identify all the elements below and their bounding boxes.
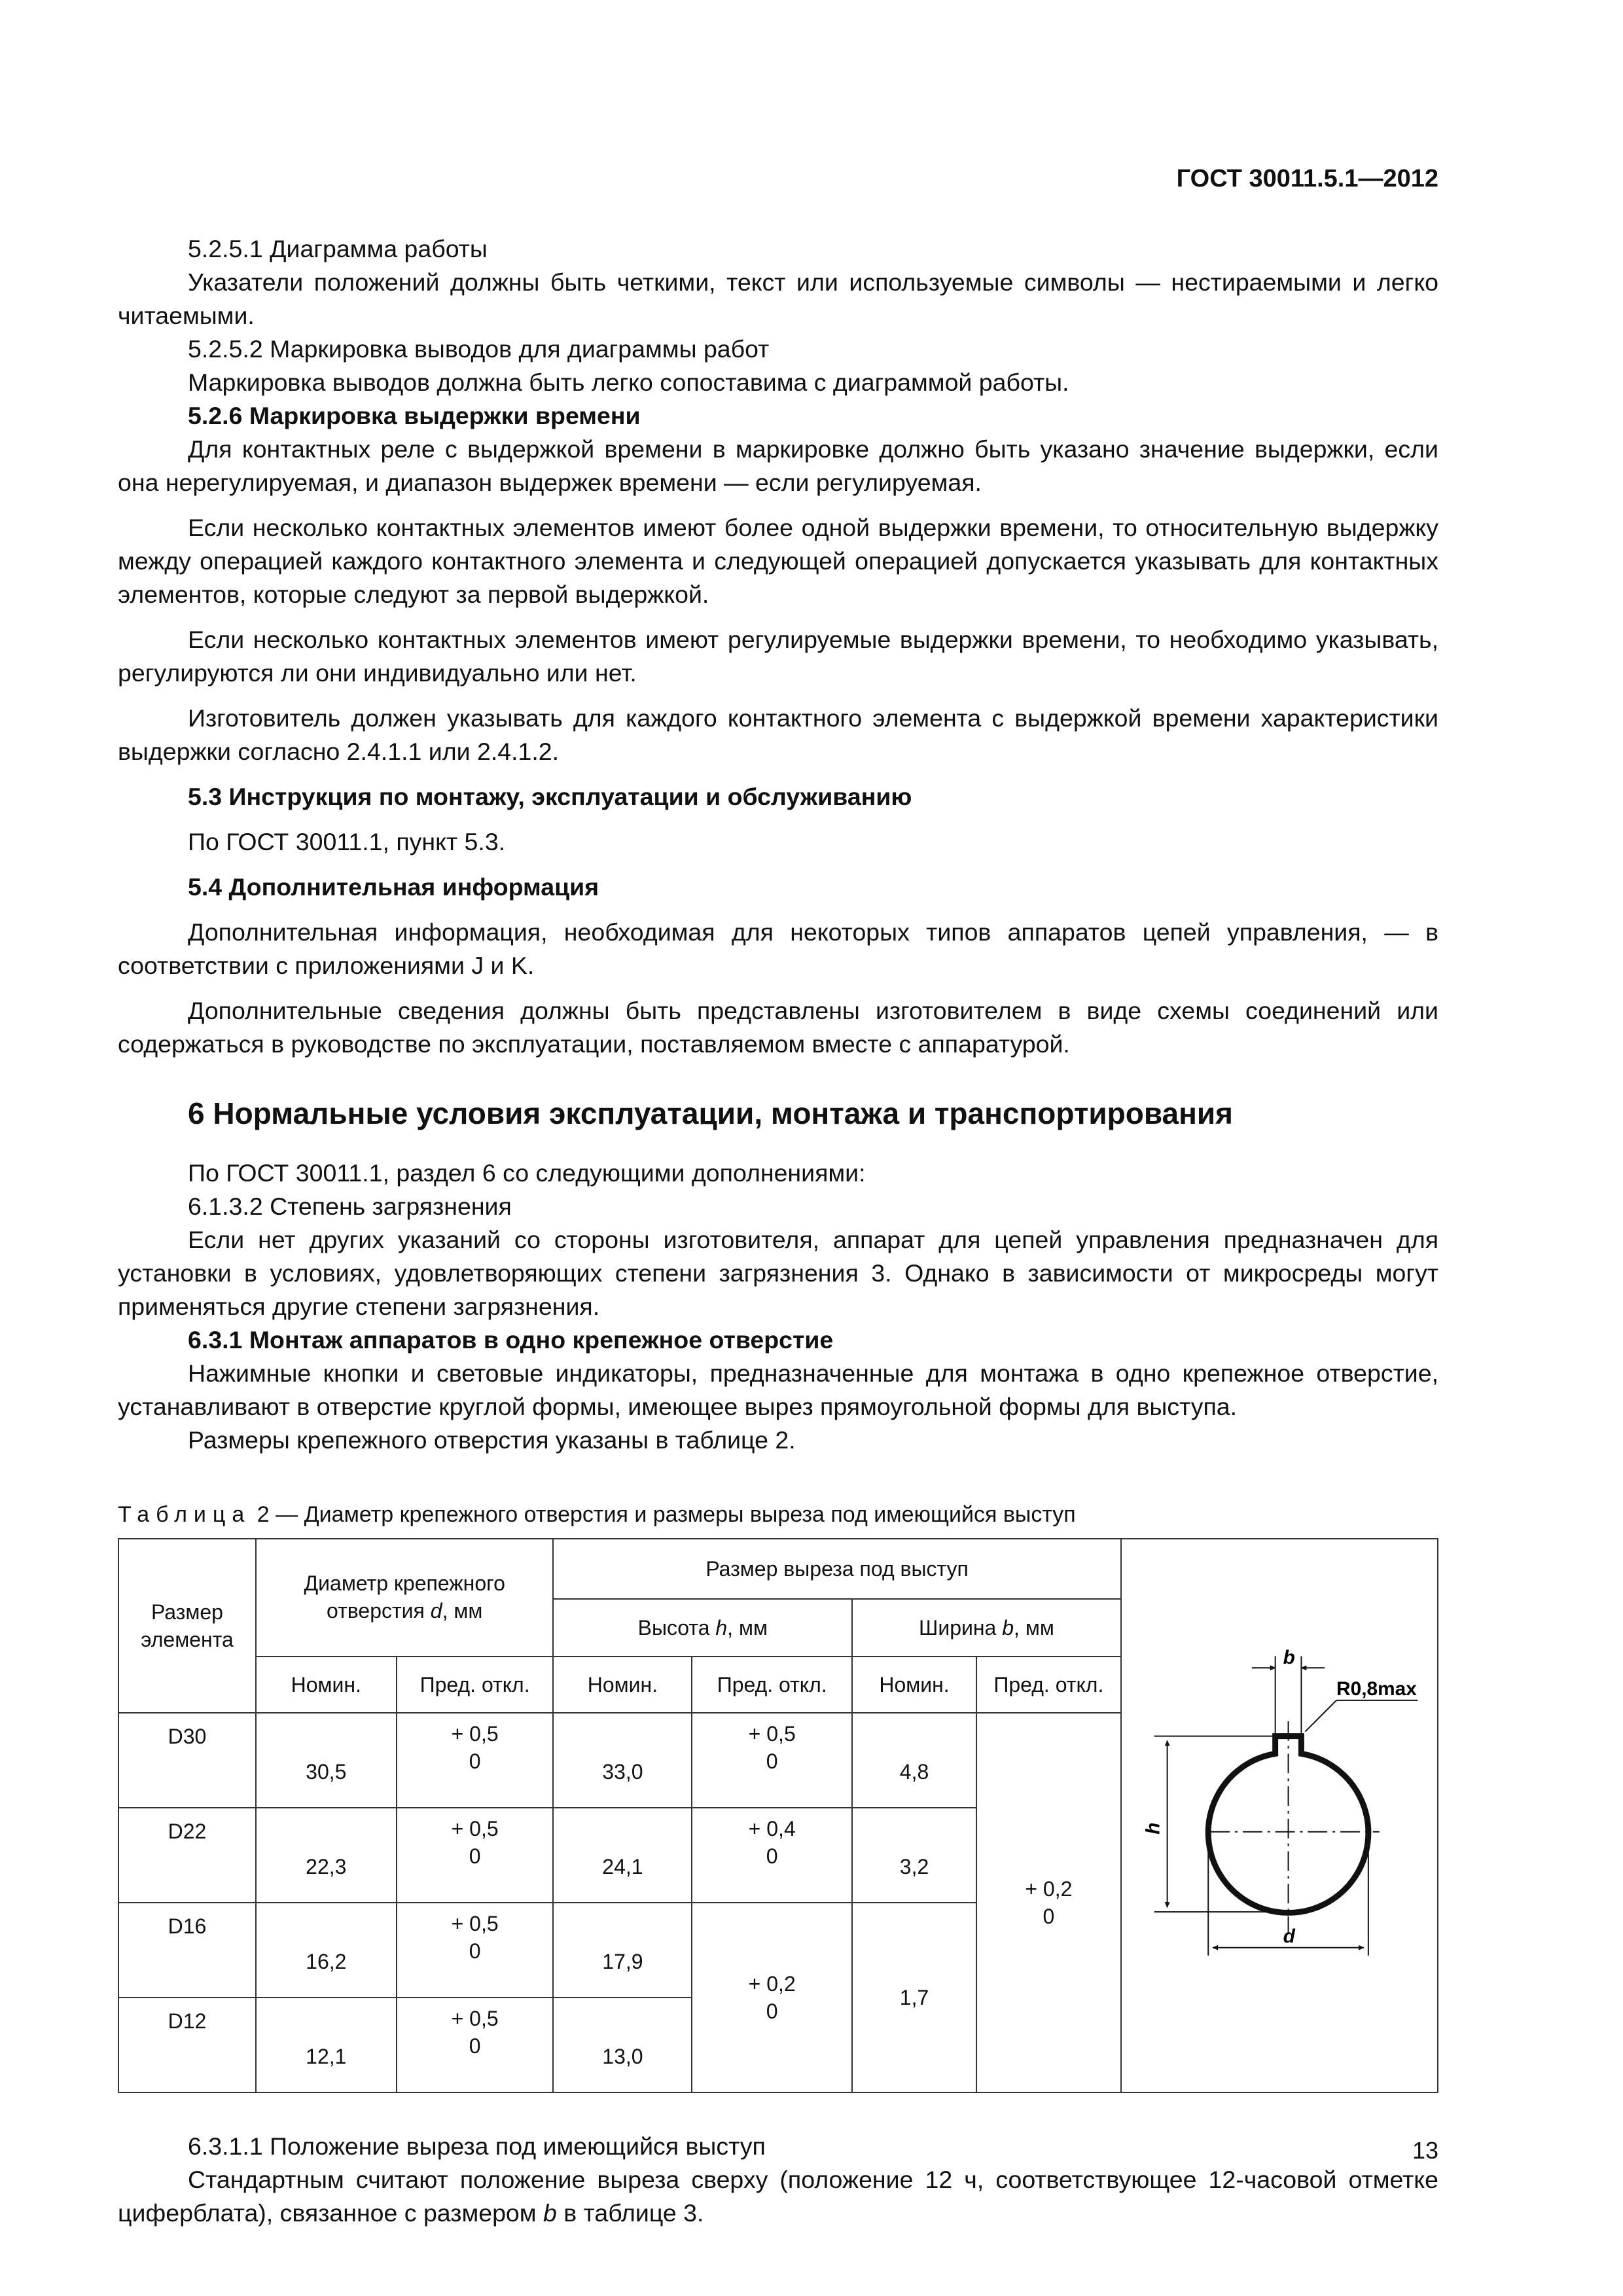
cell-element: D12: [118, 1998, 256, 2092]
paragraph: Если нет других указаний со стороны изготовителя, аппарат для цепей управления предназначен для установки в условиях, удовлетворяющих степени загрязнения 3. Однако в зависимости от микросреды могут применяться другие степени загрязнения.: [118, 1226, 1438, 1320]
paragraph: Дополнительные сведения должны быть представлены изготовителем в виде схемы соединений или содержаться в руководстве по эксплуатации, поставляемом вместе с аппаратурой.: [118, 997, 1438, 1058]
page-body: [118, 232, 1438, 2230]
header-diameter: Диаметр крепежного отверстия d, мм: [256, 1539, 554, 1657]
cell-d-nom: 12,1: [256, 1998, 397, 2092]
mounting-hole-diagram: [1122, 1578, 1437, 2047]
paragraph: Размеры крепежного отверстия указаны в таблице 2.: [188, 1426, 796, 1454]
cell-h-nom: 24,1: [553, 1808, 692, 1903]
cell-element: D22: [118, 1808, 256, 1903]
subsection-heading: 6.3.1 Монтаж аппаратов в одно крепежное отверстие: [188, 1326, 834, 1354]
header-nom: Номин.: [256, 1657, 397, 1713]
cell-h-nom: 13,0: [553, 1998, 692, 2092]
dim-d-label: d: [1283, 1925, 1295, 1947]
header-tol: Пред. откл.: [976, 1657, 1121, 1713]
cell-b-nom: 3,2: [852, 1808, 976, 1903]
cell-h-tol: + 0,5 0: [692, 1713, 852, 1808]
paragraph: 6.3.1.1 Положение выреза под имеющийся выступ: [188, 2132, 766, 2160]
header-tol: Пред. откл.: [692, 1657, 852, 1713]
paragraph: По ГОСТ 30011.1, раздел 6 со следующими дополнениями:: [188, 1159, 866, 1187]
section-6-text: [118, 1157, 1438, 1457]
cell-h-tol-merged: + 0,2 0: [692, 1903, 852, 2092]
paragraph: Если несколько контактных элементов имеют более одной выдержки времени, то относительную выдержку между операцией каждого контактного элемента и следующей операцией допускается указывать для контактных элементов, которые следуют за первой выдержкой.: [118, 514, 1438, 608]
header-nom: Номин.: [553, 1657, 692, 1713]
table-2: [118, 1538, 1438, 2093]
subsection-heading: 5.2.6 Маркировка выдержки времени: [188, 402, 641, 429]
header-tol: Пред. откл.: [397, 1657, 554, 1713]
figure-cell: [1121, 1539, 1438, 2092]
cell-b-nom-merged: 1,7: [852, 1903, 976, 2092]
paragraph: 5.2.5.1 Диаграмма работы: [188, 235, 488, 262]
paragraph: Нажимные кнопки и световые индикаторы, предназначенные для монтажа в одно крепежное отверстие, устанавливают в отверстие круглой формы, имеющее вырез прямоугольной формы для выступа.: [118, 1359, 1438, 1420]
paragraph: Указатели положений должны быть четкими, текст или используемые символы — нестираемыми и легко читаемыми.: [118, 268, 1438, 329]
paragraph: Для контактных реле с выдержкой времени в маркировке должно быть указано значение выдержки, если она нерегулируемая, и диапазон выдержек времени — если регулируемая.: [118, 435, 1438, 496]
cell-b-nom: 4,8: [852, 1713, 976, 1808]
cell-d-nom: 22,3: [256, 1808, 397, 1903]
radius-label: R0,8max: [1336, 1678, 1417, 1700]
section-5-text: [118, 232, 1438, 1061]
cell-d-nom: 16,2: [256, 1903, 397, 1998]
cell-d-tol: + 0,5 0: [397, 1808, 554, 1903]
subsection-heading: 5.4 Дополнительная информация: [188, 873, 599, 901]
cell-d-tol: + 0,5 0: [397, 1713, 554, 1808]
paragraph: Стандартным считают положение выреза сверху (положение 12 ч, соответствующее 12-часовой отметке циферблата), связанное с размером b в таблице 3.: [118, 2166, 1438, 2227]
paragraph: Изготовитель должен указывать для каждого контактного элемента с выдержкой времени характеристики выдержки согласно 2.4.1.1 или 2.4.1.2.: [118, 704, 1438, 765]
header-nom: Номин.: [852, 1657, 976, 1713]
header-height: Высота h, мм: [553, 1599, 852, 1657]
header-element-size: Размер элемента: [118, 1539, 256, 1713]
paragraph: Дополнительная информация, необходимая для некоторых типов аппаратов цепей управления, — в соответствии с приложениями J и K.: [118, 918, 1438, 979]
cell-b-tol: + 0,2 0: [976, 1713, 1121, 2092]
page-number: 13: [1412, 2137, 1438, 2164]
paragraph: 6.1.3.2 Степень загрязнения: [188, 1193, 512, 1220]
cell-d-tol: + 0,5 0: [397, 1903, 554, 1998]
cell-d-tol: + 0,5 0: [397, 1998, 554, 2092]
header-cutout: Размер выреза под выступ: [553, 1539, 1120, 1599]
cell-h-nom: 17,9: [553, 1903, 692, 1998]
table-caption: [118, 1500, 1438, 1529]
section-6-heading: 6 Нормальные условия эксплуатации, монтажа и транспортирования: [188, 1096, 1234, 1130]
paragraph: По ГОСТ 30011.1, пункт 5.3.: [188, 828, 506, 855]
caption-text: — Диаметр крепежного отверстия и размеры выреза под имеющийся выступ: [269, 1502, 1076, 1527]
subsection-heading: 5.3 Инструкция по монтажу, эксплуатации и обслуживанию: [188, 783, 912, 810]
caption-number: 2: [257, 1502, 270, 1527]
cell-element: D30: [118, 1713, 256, 1808]
paragraph: Маркировка выводов должна быть легко сопоставима с диаграммой работы.: [188, 368, 1069, 396]
document-header: ГОСТ 30011.5.1—2012: [1176, 165, 1438, 192]
cell-h-tol: + 0,4 0: [692, 1808, 852, 1903]
cell-element: D16: [118, 1903, 256, 1998]
dim-h-label: h: [1142, 1822, 1164, 1835]
cell-h-nom: 33,0: [553, 1713, 692, 1808]
paragraph: 5.2.5.2 Маркировка выводов для диаграммы работ: [188, 335, 770, 363]
dim-b-label: b: [1283, 1647, 1295, 1669]
header-width: Ширина b, мм: [852, 1599, 1121, 1657]
caption-label: Таблица: [118, 1502, 251, 1527]
paragraph: Если несколько контактных элементов имеют регулируемые выдержки времени, то необходимо указывать, регулируются ли они индивидуально или нет.: [118, 626, 1438, 687]
cell-d-nom: 30,5: [256, 1713, 397, 1808]
